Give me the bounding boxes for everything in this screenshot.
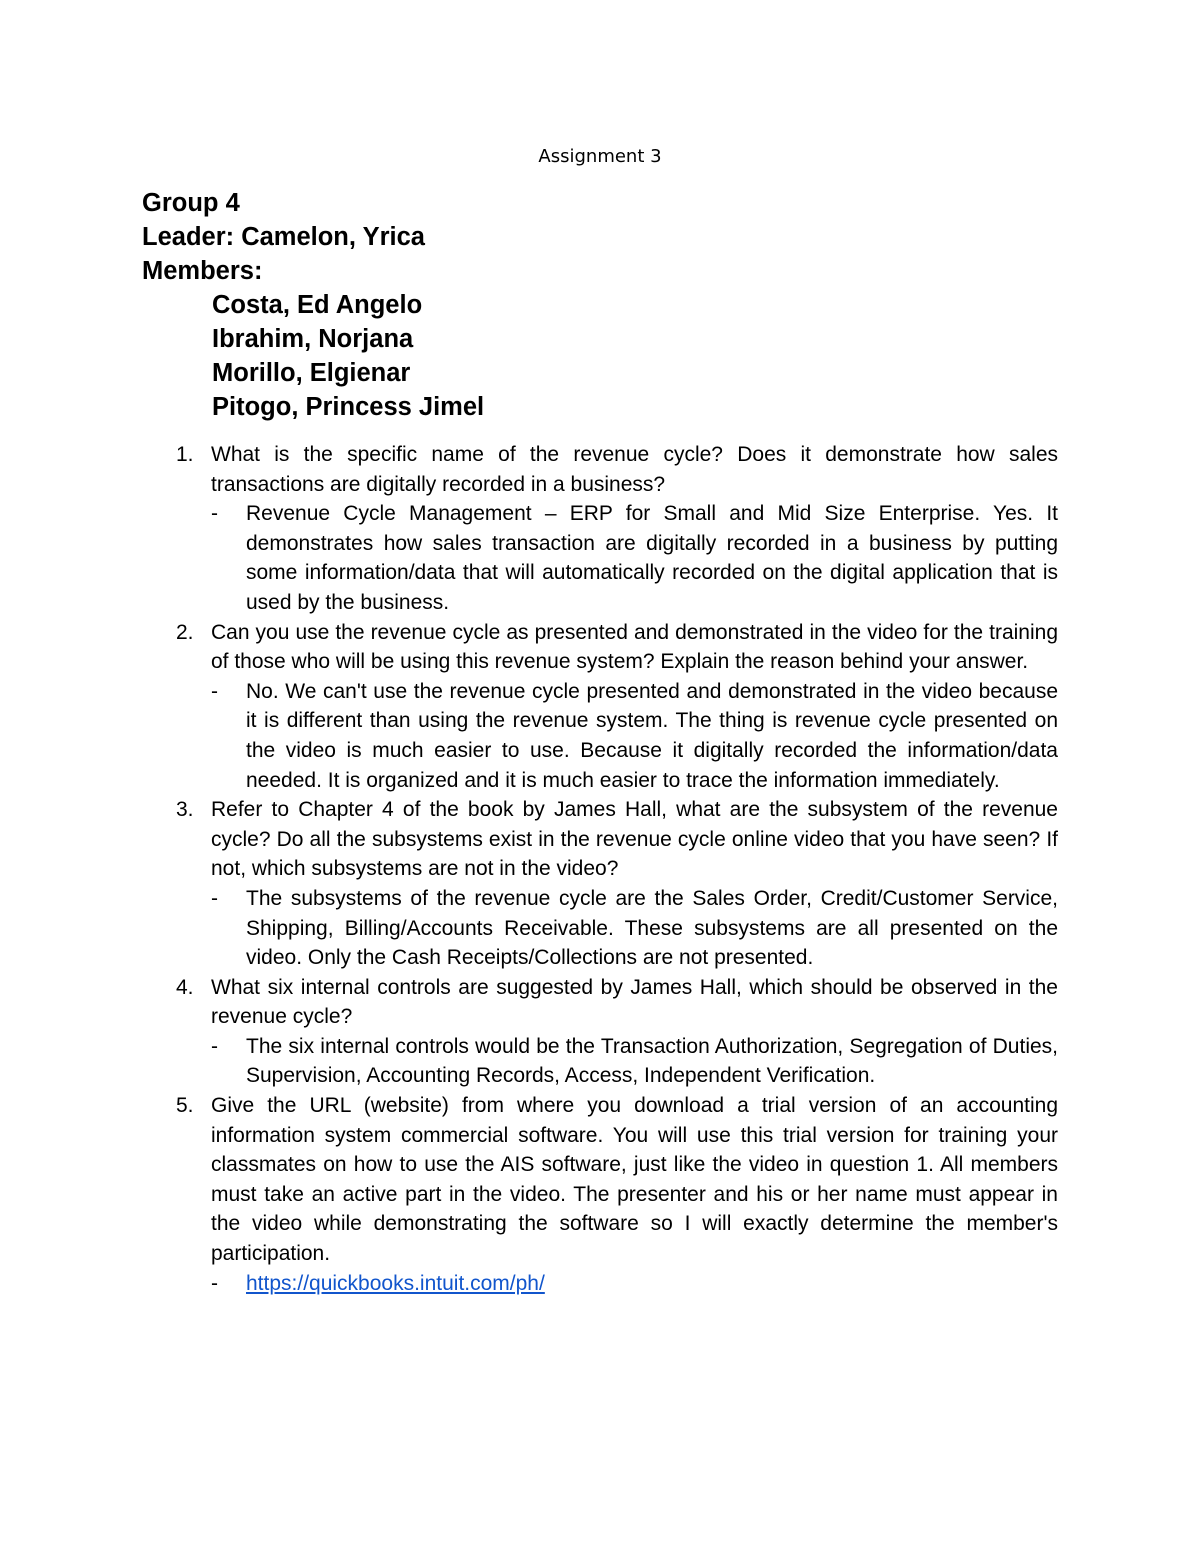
question-number: 1. [176, 443, 194, 466]
question-number: 2. [176, 620, 194, 644]
answer-item [211, 677, 1058, 795]
member-name: Morillo, Elgienar [212, 359, 411, 387]
answer-text: The subsystems of the revenue cycle are the Sales Order, Credit/Customer Service, Shipping, Billing/Accounts Receivable. These subsystems are all presented on the video. Only the Cash Receipts/Collections are not presented. [246, 886, 1058, 970]
question-item [176, 795, 1058, 973]
question-item [176, 1091, 1058, 1298]
question-number: 4. [176, 975, 194, 999]
answer-link-wrapper [246, 1269, 1058, 1299]
answer-text: No. We can't use the revenue cycle presented and demonstrated in the video because it is different than using the revenue system. The thing is revenue cycle presented on the video is much easier to use. Because it digitally recorded the information/data needed. It is organized and it is much easier to trace the information immediately. [246, 679, 1058, 792]
question-item [176, 618, 1058, 796]
answer-item [211, 1032, 1058, 1091]
question-number: 3. [176, 798, 194, 822]
group-header [142, 186, 484, 424]
quickbooks-link[interactable]: https://quickbooks.intuit.com/ph/ [246, 1271, 545, 1295]
member-name: Costa, Ed Angelo [212, 291, 423, 319]
group-leader: Leader: Camelon, Yrica [142, 223, 425, 251]
question-text: What six internal controls are suggested by James Hall, which should be observed in the revenue cycle? [211, 975, 1058, 1029]
answer-dash: - [211, 1034, 218, 1058]
answer-dash: - [211, 1271, 218, 1295]
question-text: Give the URL (website) from where you download a trial version of an accounting information system commercial software. You will use this trial version for training your classmates on how to use the AIS software, just like the video in question 1. All members must take an active part in the video. The presenter and his or her name must appear in the video while demonstrating the software so I will exactly determine the member's participation. [211, 1094, 1058, 1266]
question-item [176, 973, 1058, 1091]
question-text: What is the specific name of the revenue cycle? Does it demonstrate how sales transactions are digitally recorded in a business? [211, 443, 1058, 496]
question-list [176, 440, 1058, 1298]
answer-item [211, 1269, 1058, 1299]
answer-item [211, 884, 1058, 973]
member-name: Ibrahim, Norjana [212, 325, 414, 353]
members-label: Members: [142, 257, 263, 285]
member-name: Pitogo, Princess Jimel [212, 393, 485, 421]
answer-text: Revenue Cycle Management – ERP for Small and Mid Size Enterprise. Yes. It demonstrates how sales transaction are digitally recorded in a business by putting some information/data that will automatically recorded on the digital application that is used by the business. [246, 502, 1058, 614]
answer-text: The six internal controls would be the Transaction Authorization, Segregation of Duties, Supervision, Accounting Records, Access, Independent Verification. [246, 1034, 1058, 1088]
answer-item [211, 499, 1058, 617]
question-text: Refer to Chapter 4 of the book by James Hall, what are the subsystem of the revenue cycle? Do all the subsystems exist in the revenue cycle online video that you have seen? If not, which subsystems are not in the video? [211, 798, 1058, 881]
group-name: Group 4 [142, 189, 240, 217]
answer-dash: - [211, 679, 218, 703]
question-number: 5. [176, 1094, 194, 1118]
document-title: Assignment 3 [538, 146, 662, 167]
answer-dash: - [211, 886, 218, 910]
question-text: Can you use the revenue cycle as presented and demonstrated in the video for the training of those who will be using this revenue system? Explain the reason behind your answer. [211, 620, 1058, 674]
answer-dash: - [211, 502, 218, 526]
question-item [176, 440, 1058, 618]
